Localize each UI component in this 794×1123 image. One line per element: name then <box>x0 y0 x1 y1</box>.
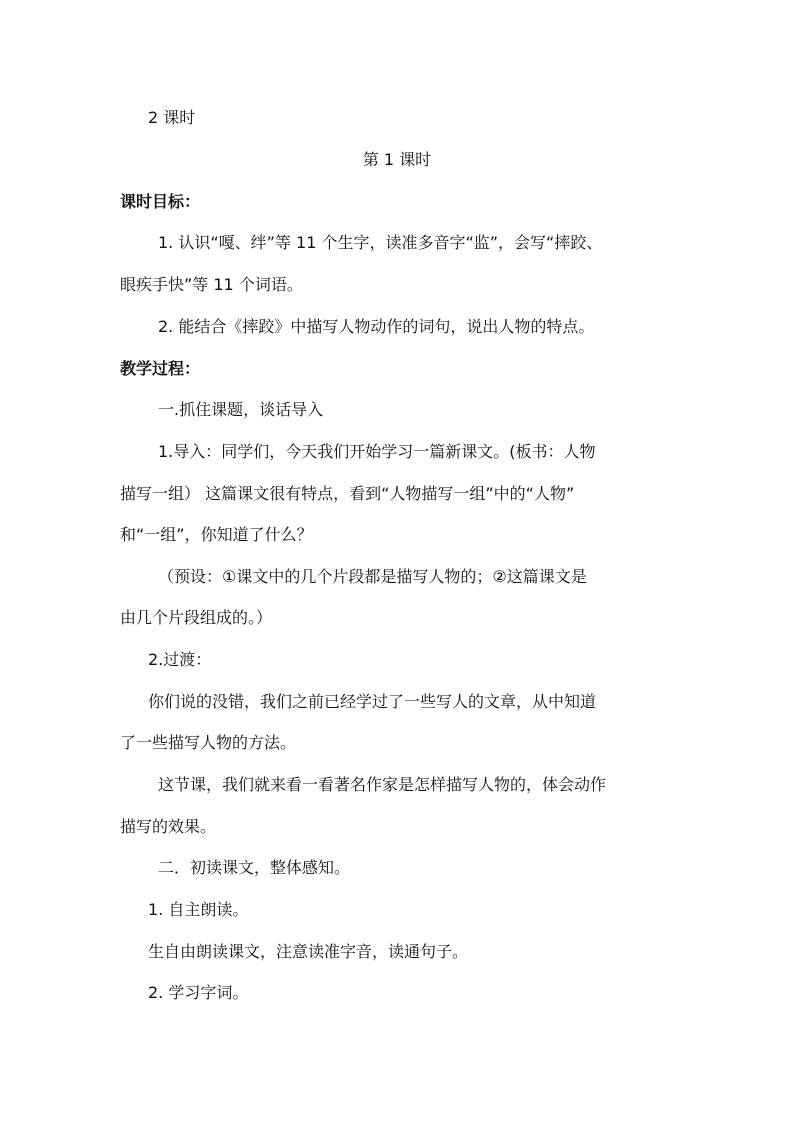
words-label: 2. 学习字词。 <box>148 983 249 1002</box>
section-title: 第 1 课时 <box>362 150 432 169</box>
preset-line1: （预设：①课文中的几个片段都是描写人物的；②这篇课文是 <box>158 567 587 586</box>
read-label: 1. 自主朗读。 <box>148 900 249 919</box>
step-2-heading: 二．初读课文，整体感知。 <box>158 858 351 877</box>
objective-1-line1: 1. 认识“嘎、绊”等 11 个生字，读准多音字“监”，会写“摔跤、 <box>158 233 603 252</box>
objectives-heading: 课时目标： <box>120 192 201 211</box>
objective-1-line2: 眼疾手快”等 11 个词语。 <box>120 275 303 294</box>
transition-line1: 你们说的没错，我们之前已经学过了一些写人的文章，从中知道 <box>148 692 597 711</box>
process-heading: 教学过程： <box>120 359 201 378</box>
preset-line2: 由几个片段组成的。） <box>120 608 273 627</box>
read-text: 生自由朗读课文，注意读准字音，读通句子。 <box>148 942 469 961</box>
intro-line3: 和“一组”，你知道了什么？ <box>120 525 313 544</box>
lesson-line1: 这节课，我们就来看一看著名作家是怎样描写人物的，体会动作 <box>158 775 607 794</box>
lesson-count: 2 课时 <box>148 108 196 127</box>
objective-2: 2. 能结合《摔跤》中描写人物动作的词句，说出人物的特点。 <box>158 317 595 336</box>
lesson-line2: 描写的效果。 <box>120 817 217 836</box>
transition-line2: 了一些描写人物的方法。 <box>120 733 297 752</box>
step-1-heading: 一.抓住课题，谈话导入 <box>158 400 324 419</box>
transition-label: 2.过渡： <box>148 650 212 669</box>
intro-line1: 1.导入：同学们，今天我们开始学习一篇新课文。(板书：人物 <box>158 442 596 461</box>
intro-line2: 描写一组） 这篇课文很有特点，看到“人物描写一组”中的“人物” <box>120 484 575 503</box>
